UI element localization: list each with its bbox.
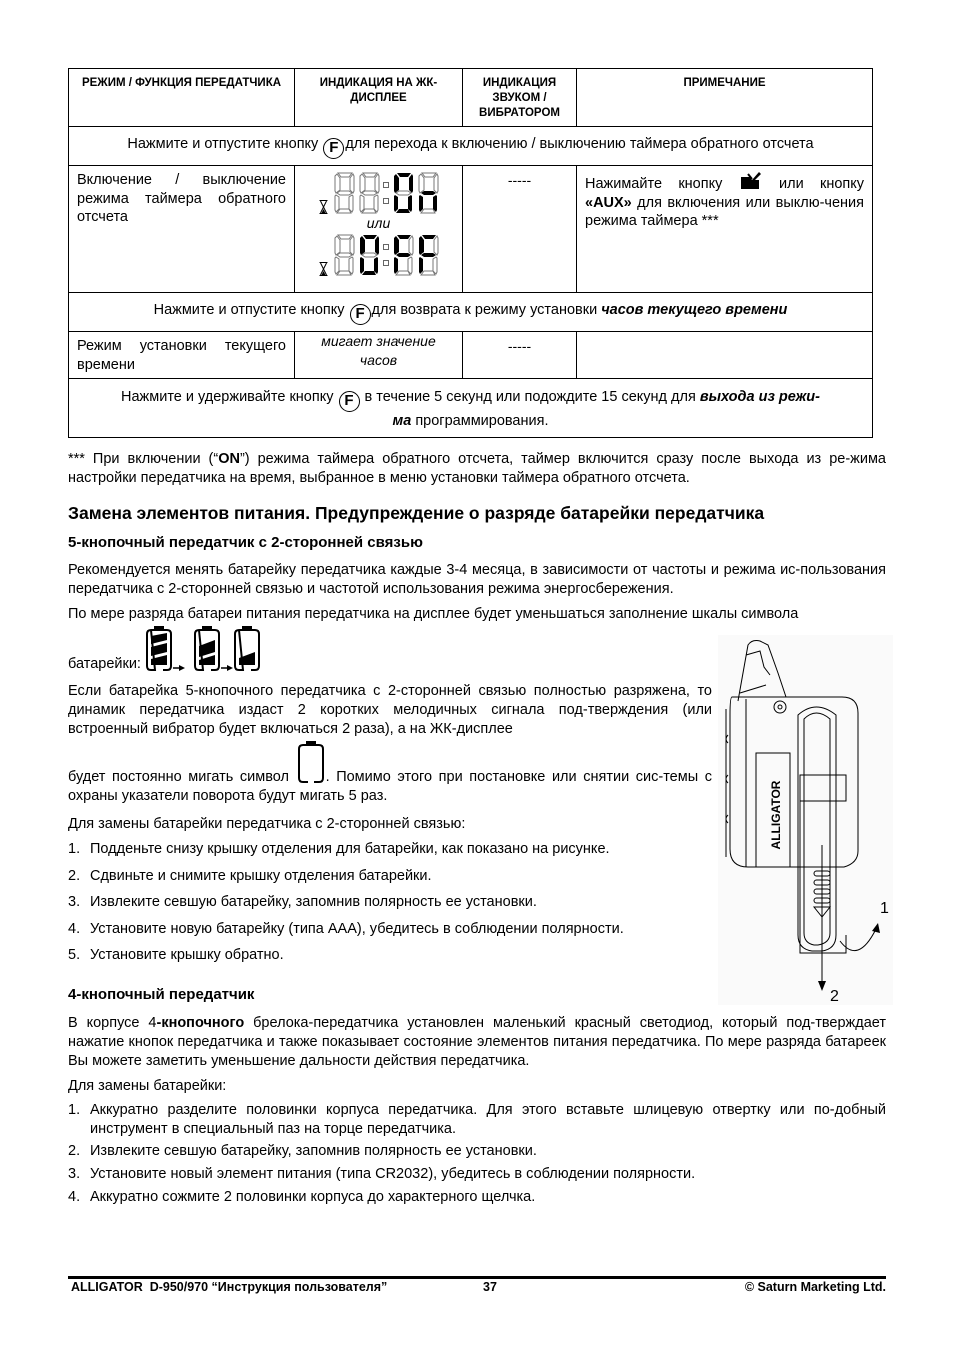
instruction-row-1: [69, 127, 873, 166]
list-item: [68, 1166, 886, 1189]
battery-label: батарейки:: [68, 656, 141, 672]
list-item: [68, 921, 728, 948]
footnote-text: ”) режима таймера обратного отсчета, таймер включится сразу после выхода из ре-жима настройки передатчика на время, выбранное в меню установки таймера обратного отсчета.: [68, 451, 886, 486]
lcd-digit-blank: [333, 234, 355, 276]
battery-sequence: [68, 624, 261, 672]
paragraph-text: В корпусе 4: [68, 1015, 157, 1031]
list-item: [68, 1189, 886, 1212]
step-number: 1.: [68, 841, 81, 857]
table-row-clock: [69, 332, 873, 379]
section-title: Замена элементов питания. Предупреждение о разряде батарейки передатчика: [68, 503, 765, 523]
note-cell: [577, 332, 873, 379]
paragraph-replace-intro: Для замены батарейки передатчика с 2-сторонней связью:: [68, 816, 466, 832]
lcd-digit-O: [358, 234, 380, 276]
step-text: Установите крышку обратно.: [90, 947, 284, 963]
lcd-digit-F: [392, 234, 414, 276]
instruction-text: в течение 5 секунд или подождите 15 секунд для: [364, 389, 696, 405]
note-cell: [577, 166, 873, 293]
step-text: Аккуратно сожмите 2 половинки корпуса до характерного щелчка.: [90, 1188, 536, 1205]
header-mode: РЕЖИМ / ФУНКЦИЯ ПЕРЕДАТЧИКА: [69, 69, 295, 127]
step-text: Извлеките севшую батарейку, запомнив полярность ее установки.: [90, 894, 537, 910]
hourglass-icon: [319, 262, 328, 276]
subsection-title-5btn: 5-кнопочный передатчик с 2-сторонней связью: [68, 534, 423, 551]
instruction-text: для возврата к режиму установки: [371, 302, 598, 318]
step-number: 2.: [68, 1142, 81, 1159]
footnote: [68, 450, 886, 488]
lcd-off-display: [295, 232, 462, 276]
page-number: 37: [483, 1280, 497, 1294]
hourglass-icon: [319, 200, 328, 214]
instruction-emphasis: часов текущего времени: [601, 302, 788, 318]
lcd-digit-n: [417, 172, 439, 214]
step-number: 4.: [68, 1188, 81, 1205]
step-text: Извлеките севшую батарейку, запомнив полярность ее установки.: [90, 1142, 537, 1159]
header-sound: ИНДИКАЦИЯ ЗВУКОМ / ВИБРАТОРОМ: [463, 69, 577, 127]
step-text: Подденьте снизу крышку отделения для батарейки, как показано на рисунке.: [90, 841, 610, 857]
transmitter-drawing: [718, 635, 893, 1005]
f-button-icon: F: [350, 304, 371, 325]
instruction-text: программирования.: [415, 413, 549, 429]
paragraph-replace-interval: Рекомендуется менять батарейку передатчика каждые 3-4 месяца, в зависимости от частоты и режима ис-пользования передатчика с 2-сторонней связью и частотой использования режима энергосбережения.: [68, 562, 886, 597]
f-button-icon: F: [339, 391, 360, 412]
figure-label-2: 2: [830, 988, 839, 1005]
footer-rule: [68, 1276, 886, 1279]
list-item: [68, 1143, 886, 1166]
figure-label-1: 1: [880, 900, 889, 917]
mode-cell: Режим установки текущего времени: [69, 332, 295, 379]
lcd-colon: [383, 234, 389, 276]
instruction-emphasis: выхода из режи-: [699, 389, 820, 405]
lcd-digit-blank: [333, 172, 355, 214]
lcd-cell: [295, 166, 463, 293]
step-text: Аккуратно разделите половинки корпуса передатчика. Для этого вставьте шлицевую отвертку или по-добный инструмент в специальный паз на торце передатчика.: [90, 1102, 886, 1137]
table-header-row: [69, 69, 873, 127]
note-text: Нажимайте кнопку: [585, 176, 723, 192]
step-number: 4.: [68, 920, 81, 937]
on-label: ON: [218, 451, 240, 467]
paragraph-text: будет постоянно мигать символ: [68, 769, 289, 785]
paragraph-battery-empty: Если батарейка 5-кнопочного передатчика с 2-сторонней связью полностью разряжена, то динамик передатчика издаст 2 коротких мелодичных сигнала под-тверждения (или встроенный вибратор будет включаться 2 раза), а на ЖК-дисплее: [68, 683, 712, 737]
lcd-on-display: [295, 170, 462, 214]
instruction-text: Нажмите и отпустите кнопку: [127, 136, 319, 152]
paragraph-bold: -кнопочного: [156, 1015, 245, 1031]
paragraph-4btn-led: [68, 1014, 886, 1071]
step-text: Сдвиньте и снимите крышку отделения батарейки.: [90, 867, 432, 884]
footnote-text: *** При включении (“: [68, 451, 219, 467]
aux-label: «AUX»: [585, 194, 632, 211]
footer-doc-title: ALLIGATOR D-950/970 “Инструкция пользователя”: [71, 1280, 388, 1294]
paragraph-battery-scale: По мере разряда батареи питания передатчика на дисплее будет уменьшаться заполнение шкалы символа: [68, 606, 799, 622]
steps-4btn: [68, 1101, 886, 1212]
header-lcd: ИНДИКАЦИЯ НА ЖК-ДИСПЛЕЕ: [295, 69, 463, 127]
transmitter-figure: [718, 635, 893, 1005]
step-number: 5.: [68, 947, 81, 963]
step-text: Установите новый элемент питания (типа CR2032), убедитесь в соблюдении полярности.: [90, 1165, 696, 1182]
lcd-cell: мигает значение часов: [295, 332, 463, 379]
list-item: [68, 894, 728, 921]
step-number: 3.: [68, 1165, 81, 1182]
programming-table: [68, 68, 873, 438]
subsection-title-4btn: 4-кнопочный передатчик: [68, 986, 255, 1003]
f-button-icon: F: [323, 138, 344, 159]
instruction-emphasis: ма: [392, 413, 412, 429]
footer-copyright: © Saturn Marketing Ltd.: [744, 1280, 886, 1294]
mode-cell: Включение / выключение режима таймера обратного отсчета: [69, 166, 295, 293]
step-number: 3.: [68, 894, 81, 910]
battery-levels-icon: [143, 624, 261, 672]
note-text: или кнопку: [779, 176, 865, 192]
paragraph-text: брелока-передатчика установлен маленький красный светодиод, который под-тверждает нажатие кнопок передатчика и также показывает состояние элементов питания передатчика. По мере разряда батареек Вы можете заметить уменьшение дальности действия передатчика.: [68, 1015, 887, 1069]
lcd-colon: [383, 172, 389, 214]
instruction-text: для перехода к включению / выключению таймера обратного отсчета: [345, 136, 814, 152]
trunk-button-icon: [739, 171, 763, 191]
lcd-digit-F: [417, 234, 439, 276]
paragraph-replace-intro-4btn: Для замены батарейки:: [68, 1078, 227, 1094]
step-text: Установите новую батарейку (типа ААА), убедитесь в соблюдении полярности.: [90, 920, 624, 937]
list-item: [68, 841, 728, 868]
table-row-timer: [69, 166, 873, 293]
lcd-digit-O: [392, 172, 414, 214]
step-number: 1.: [68, 1102, 81, 1118]
list-item: [68, 947, 728, 974]
list-item: [68, 1101, 886, 1143]
brand-logo: ALLIGATOR: [769, 780, 783, 850]
instruction-text: Нажмите и удерживайте кнопку: [121, 389, 334, 405]
lcd-or-label: или: [366, 215, 391, 231]
sound-cell: -----: [463, 166, 577, 293]
instruction-row-2: [69, 293, 873, 332]
paragraph-blink-symbol: [68, 737, 712, 804]
instruction-row-3: [69, 379, 873, 438]
lcd-digit-blank: [358, 172, 380, 214]
list-item: [68, 868, 728, 895]
instruction-text: Нажмите и отпустите кнопку: [153, 302, 345, 318]
step-number: 2.: [68, 867, 81, 884]
steps-5btn: [68, 841, 728, 974]
note-text: для включения или выклю-чения режима таймера ***: [585, 194, 865, 229]
empty-battery-icon: [296, 740, 326, 784]
sound-cell: -----: [463, 332, 577, 379]
paragraph-text: . Помимо этого при постановке или снятии сис-темы с охраны указатели поворота будут мигать 5 раз.: [68, 769, 712, 804]
header-note: ПРИМЕЧАНИЕ: [577, 69, 873, 127]
